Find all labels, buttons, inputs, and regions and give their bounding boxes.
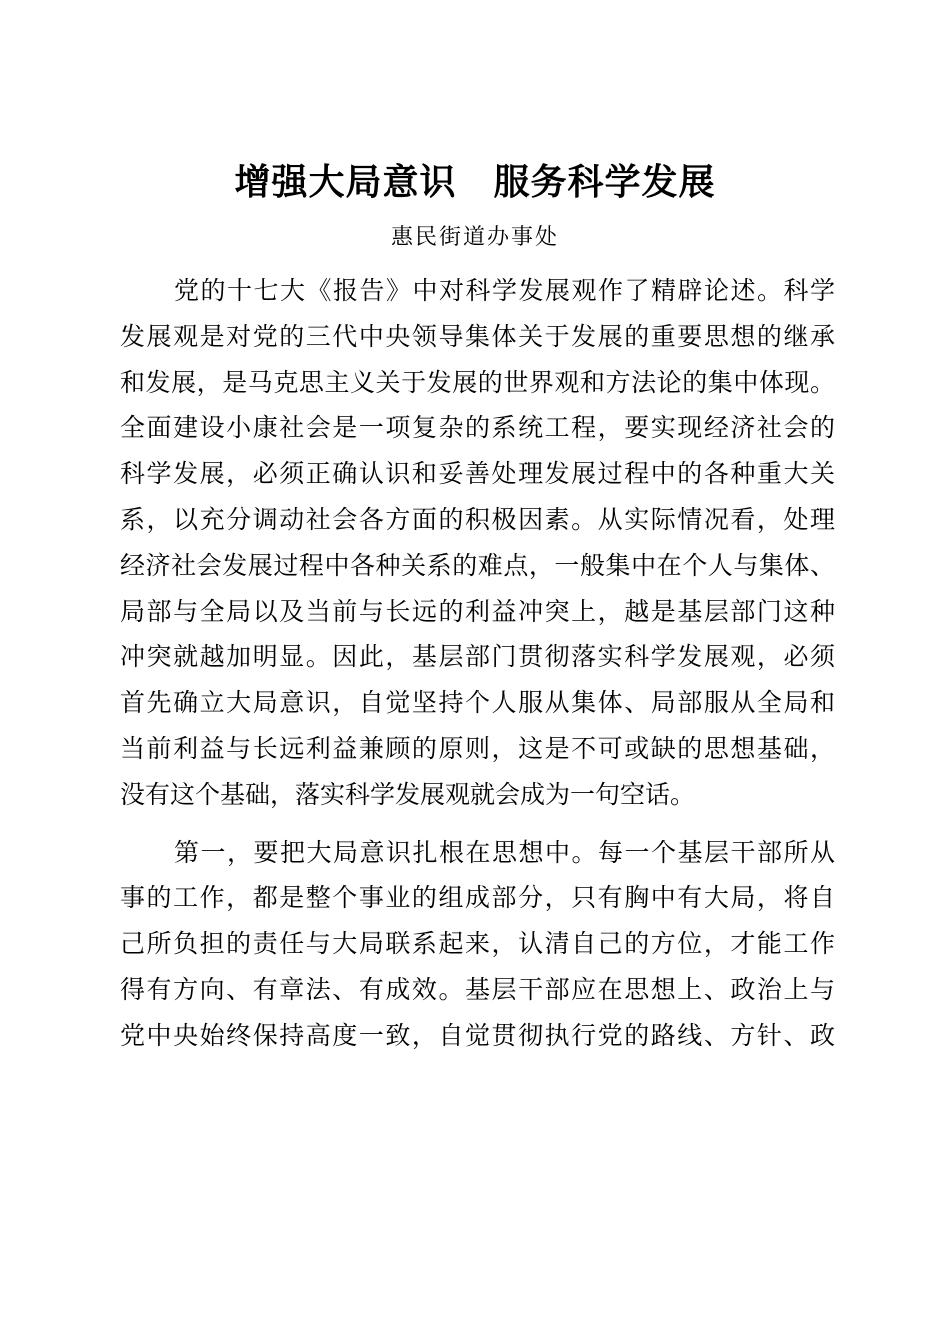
- paragraph-line: 经济社会发展过程中各种关系的难点，一般集中在个人与集体、: [120, 550, 835, 580]
- document-title: 增强大局意识 服务科学发展: [234, 162, 716, 203]
- paragraph-line: 全面建设小康社会是一项复杂的系统工程，要实现经济社会的: [120, 413, 835, 443]
- paragraph-line: 第一，要把大局意识扎根在思想中。每一个基层干部所从: [174, 837, 835, 867]
- paragraph-line: 首先确立大局意识，自觉坚持个人服从集体、局部服从全局和: [120, 688, 835, 718]
- paragraph-spacer: [120, 818, 835, 830]
- paragraph-2: [120, 830, 835, 1059]
- paragraph-line: 得有方向、有章法、有成效。基层干部应在思想上、政治上与: [120, 974, 835, 1004]
- paragraph-line: 党中央始终保持高度一致，自觉贯彻执行党的路线、方针、政: [120, 1020, 835, 1050]
- paragraph-line: 党的十七大《报告》中对科学发展观作了精辟论述。科学: [174, 276, 835, 305]
- paragraph-line: 局部与全局以及当前与长远的利益冲突上，越是基层部门这种: [120, 596, 835, 626]
- paragraph-1: [120, 268, 835, 818]
- document-body: [120, 268, 835, 1059]
- paragraph-line: 科学发展，必须正确认识和妥善处理发展过程中的各种重大关: [120, 459, 835, 489]
- paragraph-line: 当前利益与长远利益兼顾的原则，这是不可或缺的思想基础，: [120, 733, 835, 763]
- paragraph-line: 发展观是对党的三代中央领导集体关于发展的重要思想的继承: [120, 321, 835, 351]
- paragraph-line: 事的工作，都是整个事业的组成部分，只有胸中有大局，将自: [120, 883, 835, 913]
- paragraph-line: 和发展，是马克思主义关于发展的世界观和方法论的集中体现。: [120, 367, 835, 397]
- document-author: 惠民街道办事处: [390, 225, 559, 250]
- paragraph-line: 系，以充分调动社会各方面的积极因素。从实际情况看，处理: [120, 504, 835, 534]
- paragraph-line: 己所负担的责任与大局联系起来，认清自己的方位，才能工作: [120, 929, 835, 959]
- paragraph-line: 冲突就越加明显。因此，基层部门贯彻落实科学发展观，必须: [120, 642, 835, 672]
- paragraph-line: 没有这个基础，落实科学发展观就会成为一句空话。: [120, 779, 696, 809]
